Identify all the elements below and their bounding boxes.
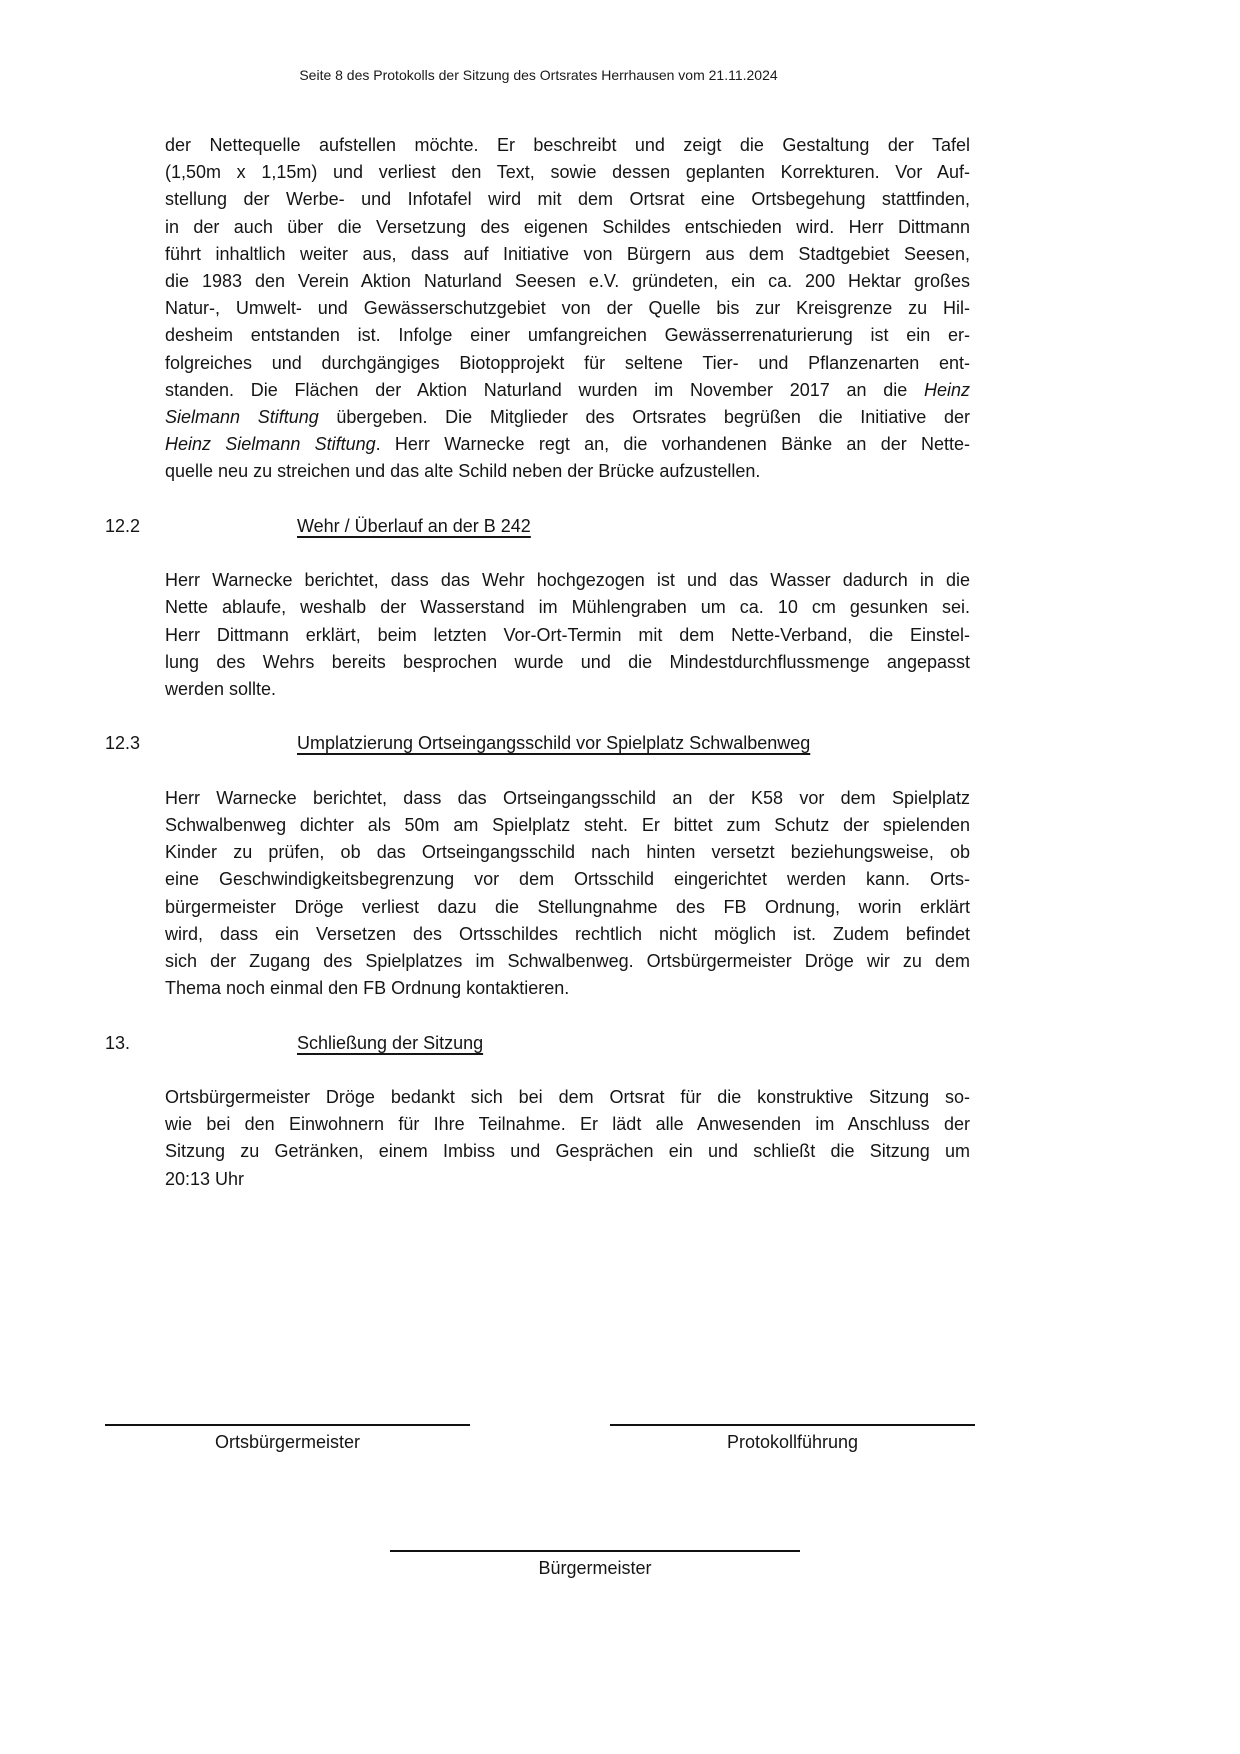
text-line: Herr Warnecke berichtet, dass das Ortseingangsschild an der K58 vor dem Spielplatz: [165, 787, 970, 808]
signature-label: Protokollführung: [726, 1432, 859, 1452]
text-line: bürgermeister Dröge verliest dazu die Stellungnahme des FB Ordnung, worin erklärt: [165, 896, 970, 917]
section-heading-12-2: [105, 513, 972, 540]
text-line: Kinder zu prüfen, ob das Ortseingangsschild nach hinten versetzt beziehungsweise, ob: [165, 842, 970, 863]
text-line: Herr Dittmann erklärt, beim letzten Vor-Ort-Termin mit dem Nette-Verband, die Einstel-: [165, 624, 970, 645]
text-line: führt inhaltlich weiter aus, dass auf Initiative von Bürgern aus dem Stadtgebiet Seesen,: [165, 243, 970, 264]
text-line: Ortsbürgermeister Dröge bedankt sich bei dem Ortsrat für die konstruktive Sitzung so-: [165, 1087, 970, 1108]
text-line: Herr Warnecke berichtet, dass das Wehr hochgezogen ist und das Wasser dadurch in die: [165, 570, 970, 591]
text-line: die 1983 den Verein Aktion Naturland Seesen e.V. gründeten, ein ca. 200 Hektar großes: [165, 271, 970, 292]
text-line: desheim entstanden ist. Infolge einer umfangreichen Gewässerrenaturierung ist ein er-: [165, 325, 970, 346]
text-line: 20:13 Uhr: [165, 1168, 245, 1189]
document-content: [105, 132, 972, 1220]
section-heading-12-3: [105, 730, 972, 757]
paragraph-continuation-12-1: [165, 132, 970, 486]
text-line: standen. Die Flächen der Aktion Naturland wurden im November 2017 an die Heinz: [165, 379, 970, 400]
signature-line: [610, 1408, 975, 1426]
text-line: in der auch über die Versetzung des eigenen Schildes entschieden wird. Herr Dittmann: [165, 216, 970, 237]
section-number: 12.3: [105, 733, 141, 754]
signature-block-protokollfuehrung: [610, 1408, 975, 1454]
signature-block-buergermeister: [390, 1534, 800, 1580]
paragraph-12-3: [165, 785, 970, 1003]
section-title: Wehr / Überlauf an der B 242: [297, 515, 531, 536]
text-line: wie bei den Einwohnern für Ihre Teilnahme. Er lädt alle Anwesenden im Anschluss der: [165, 1114, 970, 1135]
text-line: Heinz Sielmann Stiftung. Herr Warnecke regt an, die vorhandenen Bänke an der Nette-: [165, 434, 970, 455]
text-line: der Nettequelle aufstellen möchte. Er beschreibt und zeigt die Gestaltung der Tafel: [165, 135, 970, 155]
section-title: Schließung der Sitzung: [297, 1032, 484, 1053]
section-heading-13: [105, 1030, 972, 1057]
text-line: quelle neu zu streichen und das alte Schild neben der Brücke aufzustellen.: [165, 461, 761, 482]
text-line: lung des Wehrs bereits besprochen wurde und die Mindestdurchflussmenge angepasst: [165, 651, 970, 672]
text-line: werden sollte.: [165, 679, 277, 700]
text-line: Schwalbenweg dichter als 50m am Spielplatz steht. Er bittet zum Schutz der spielenden: [165, 815, 970, 836]
section-title: Umplatzierung Ortseingangsschild vor Spielplatz Schwalbenweg: [297, 733, 811, 754]
signature-line: [105, 1408, 470, 1426]
signature-block-ortsbuergermeister: [105, 1408, 470, 1454]
text-line: folgreiches und durchgängiges Biotopprojekt für seltene Tier- und Pflanzenarten ent-: [165, 352, 970, 373]
section-number: 13.: [105, 1032, 131, 1053]
signature-label: Bürgermeister: [538, 1558, 652, 1578]
text-line: Thema noch einmal den FB Ordnung kontaktieren.: [165, 978, 570, 999]
text-line: Nette ablaufe, weshalb der Wasserstand im Mühlengraben um ca. 10 cm gesunken sei.: [165, 597, 970, 618]
section-number: 12.2: [105, 515, 141, 536]
paragraph-13: [165, 1084, 970, 1193]
text-line: eine Geschwindigkeitsbegrenzung vor dem Ortsschild eingerichtet werden kann. Orts-: [165, 869, 970, 890]
signature-area: [105, 1408, 975, 1580]
text-line: Sielmann Stiftung übergeben. Die Mitglieder des Ortsrates begrüßen die Initiative der: [165, 407, 970, 428]
page-header: Seite 8 des Protokolls der Sitzung des Ortsrates Herrhausen vom 21.11.2024: [299, 67, 778, 83]
text-line: Natur-, Umwelt- und Gewässerschutzgebiet von der Quelle bis zur Kreisgrenze zu Hil-: [165, 298, 970, 319]
text-line: sich der Zugang des Spielplatzes im Schwalbenweg. Ortsbürgermeister Dröge wir zu dem: [165, 951, 970, 972]
text-line: wird, dass ein Versetzen des Ortsschildes rechtlich nicht möglich ist. Zudem befindet: [165, 923, 970, 944]
signature-line: [390, 1534, 800, 1552]
text-line: Sitzung zu Getränken, einem Imbiss und Gesprächen ein und schließt die Sitzung um: [165, 1141, 970, 1162]
paragraph-12-2: [165, 567, 970, 703]
text-line: stellung der Werbe- und Infotafel wird mit dem Ortsrat eine Ortsbegehung stattfinden,: [165, 189, 970, 210]
text-line: (1,50m x 1,15m) und verliest den Text, sowie dessen geplanten Korrekturen. Vor Auf-: [165, 162, 970, 183]
signature-label: Ortsbürgermeister: [214, 1432, 361, 1452]
